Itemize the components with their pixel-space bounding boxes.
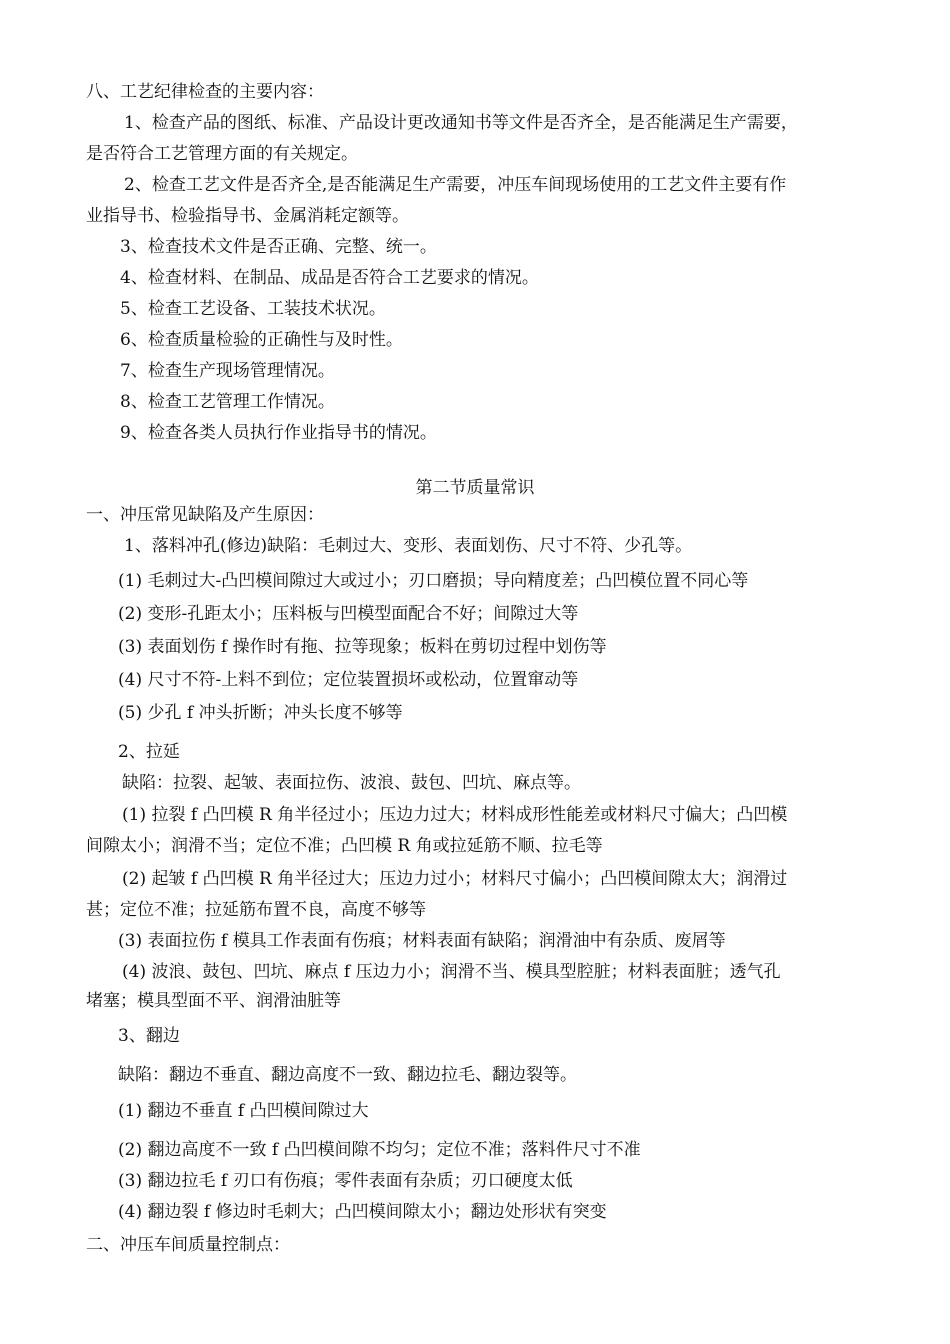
list-item: 3、检查技术文件是否正确、完整、统一。 bbox=[120, 237, 437, 257]
paragraph-line: 业指导书、检验指导书、金属消耗定额等。 bbox=[86, 206, 409, 226]
list-item: 8、检查工艺管理工作情况。 bbox=[120, 392, 335, 412]
paragraph-line: 1、检查产品的图纸、标准、产品设计更改通知书等文件是否齐全，是否能满足生产需要， bbox=[124, 113, 798, 133]
paragraph-line: 是否符合工艺管理方面的有关规定。 bbox=[86, 144, 358, 164]
list-item: (4) 尺寸不符-上料不到位；定位装置损坏或松动，位置窜动等 bbox=[118, 670, 579, 690]
list-item: 1、落料冲孔(修边)缺陷：毛刺过大、变形、表面划伤、尺寸不符、少孔等。 bbox=[124, 536, 693, 556]
section-heading-1: 一、冲压常见缺陷及产生原因： bbox=[86, 505, 324, 525]
list-item: (2) 起皱 f 凸凹模 R 角半径过大；压边力过小；材料尺寸偏小；凸凹模间隙太大；润滑过 bbox=[122, 869, 788, 889]
paragraph-line: 缺陷：拉裂、起皱、表面拉伤、波浪、鼓包、凹坑、麻点等。 bbox=[122, 773, 581, 793]
list-item: (5) 少孔 f 冲头折断；冲头长度不够等 bbox=[118, 703, 403, 723]
list-item: (1) 拉裂 f 凸凹模 R 角半径过小；压边力过大；材料成形性能差或材料尺寸偏大；凸凹模 bbox=[122, 805, 788, 825]
paragraph-line: 间隙太小；润滑不当；定位不准；凸凹模 R 角或拉延筋不顺、拉毛等 bbox=[86, 836, 603, 856]
list-item: 7、检查生产现场管理情况。 bbox=[120, 361, 335, 381]
section-title: 第二节质量常识 bbox=[415, 478, 535, 498]
subheading: 3、翻边 bbox=[118, 1026, 180, 1046]
list-item: (3) 表面拉伤 f 模具工作表面有伤痕；材料表面有缺陷；润滑油中有杂质、废屑等 bbox=[118, 931, 726, 951]
list-item: (2) 翻边高度不一致 f 凸凹模间隙不均匀；定位不准；落料件尺寸不准 bbox=[118, 1140, 641, 1160]
subheading: 2、拉延 bbox=[118, 742, 180, 762]
paragraph-line: 缺陷：翻边不垂直、翻边高度不一致、翻边拉毛、翻边裂等。 bbox=[118, 1065, 577, 1085]
list-item: (3) 表面划伤 f 操作时有拖、拉等现象；板料在剪切过程中划伤等 bbox=[118, 637, 607, 657]
list-item: (3) 翻边拉毛 f 刃口有伤痕；零件表面有杂质；刃口硬度太低 bbox=[118, 1171, 573, 1191]
list-item: (1) 翻边不垂直 f 凸凹模间隙过大 bbox=[118, 1101, 369, 1121]
paragraph-line: 堵塞；模具型面不平、润滑油脏等 bbox=[86, 991, 341, 1011]
paragraph-line: 2、检查工艺文件是否齐全,是否能满足生产需要，冲压车间现场使用的工艺文件主要有作 bbox=[124, 175, 787, 195]
list-item: (4) 波浪、鼓包、凹坑、麻点 f 压边力小；润滑不当、模具型腔脏；材料表面脏；透气孔 bbox=[122, 962, 781, 982]
paragraph-line: 甚；定位不准；拉延筋布置不良，高度不够等 bbox=[86, 900, 426, 920]
section-heading-2: 二、冲压车间质量控制点： bbox=[86, 1235, 290, 1255]
list-item: (2) 变形-孔距太小；压料板与凹模型面配合不好；间隙过大等 bbox=[118, 604, 579, 624]
list-item: 9、检查各类人员执行作业指导书的情况。 bbox=[120, 423, 437, 443]
list-item: 5、检查工艺设备、工装技术状况。 bbox=[120, 299, 386, 319]
list-item: (4) 翻边裂 f 修边时毛刺大；凸凹模间隙太小；翻边处形状有突变 bbox=[118, 1202, 607, 1222]
list-item: 6、检查质量检验的正确性与及时性。 bbox=[120, 330, 403, 350]
list-item: 4、检查材料、在制品、成品是否符合工艺要求的情况。 bbox=[120, 268, 539, 288]
section-heading-8: 八、工艺纪律检查的主要内容： bbox=[86, 82, 324, 102]
list-item: (1) 毛刺过大-凸凹模间隙过大或过小；刃口磨损；导向精度差；凸凹模位置不同心等 bbox=[118, 571, 749, 591]
